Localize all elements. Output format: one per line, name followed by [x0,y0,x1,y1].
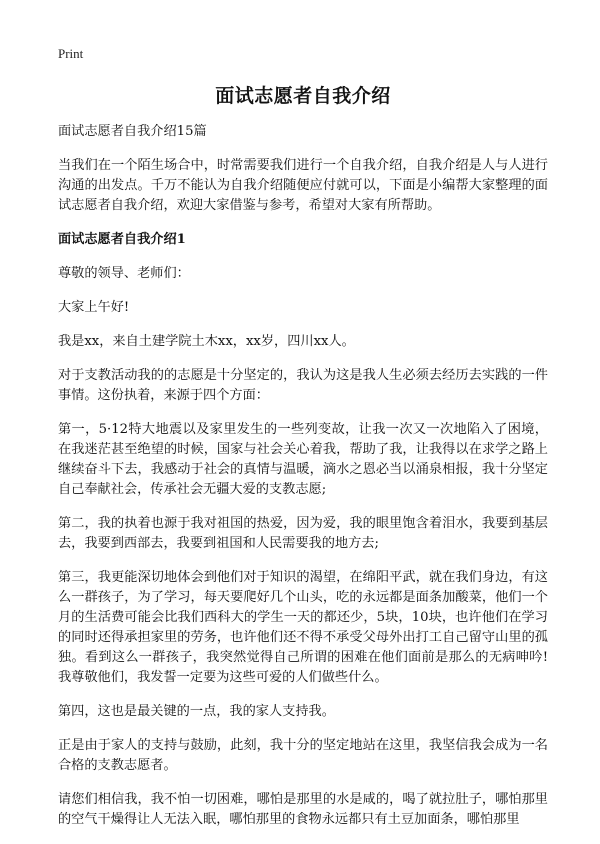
reason-three-paragraph: 第三，我更能深切地体会到他们对于知识的渴望，在绵阳平武，就在我们身边，有这么一群孩子，为了学习，每天要爬好几个山头，吃的永远都是面条加酸菜，他们一个月的生活费可能会比我们西科大的学生一天的都还少，5块，10块，也许他们在学习的同时还得承担家里的劳务，也许他们还不得不承受父母外出打工自己留守山里的孤独。看到这么一群孩子，我突然觉得自己所谓的困难在他们面前是那么的无病呻吟!我尊敬他们，我发誓一定要为这些可爱的人们做些什么。 [58,570,548,685]
greeting-line: 大家上午好! [58,300,130,315]
page-title: 面试志愿者自我介绍 [215,85,391,107]
section-heading: 面试志愿者自我介绍1 [58,232,186,247]
family-support-paragraph: 正是由于家人的支持与鼓励，此刻，我十分的坚定地站在这里，我坚信我会成为一名合格的支教志愿者。 [58,738,548,773]
reason-four-paragraph: 第四，这也是最关键的一点，我的家人支持我。 [58,704,335,719]
print-link[interactable]: Print [58,46,84,61]
intro-paragraph: 当我们在一个陌生场合中，时常需要我们进行一个自我介绍，自我介绍是人与人进行沟通的出发点。千万不能认为自我介绍随便应付就可以，下面是小编帮大家整理的面试志愿者自我介绍，欢迎大家借鉴与参考，希望对大家有所帮助。 [58,158,548,213]
reason-one-paragraph: 第一，5·12特大地震以及家里发生的一些列变故，让我一次又一次地陷入了困境，在我迷茫甚至绝望的时候，国家与社会关心着我，帮助了我，让我得以在求学之路上继续奋斗下去，我感动于社会的真情与温暖，滴水之恩必当以涌泉相报，我十分坚定自己奉献社会，传承社会无疆大爱的支教志愿; [58,422,548,497]
self-intro-paragraph: 我是xx，来自土建学院土木xx，xx岁，四川xx人。 [58,334,355,349]
greeting-salutation: 尊敬的领导、老师们： [58,266,190,281]
motivation-paragraph: 对于支教活动我的的志愿是十分坚定的，我认为这是我人生必须去经历去实践的一件事情。这份执着，来源于四个方面： [58,368,548,403]
closing-paragraph: 请您们相信我，我不怕一切困难，哪怕是那里的水是咸的，喝了就拉肚子，哪怕那里的空气干燥得让人无法入眠，哪怕那里的食物永远都只有土豆加面条，哪怕那里 [58,792,548,827]
document-page [58,40,548,844]
reason-two-paragraph: 第二，我的执着也源于我对祖国的热爱，因为爱，我的眼里饱含着泪水，我要到基层去，我要到西部去，我要到祖国和人民需要我的地方去; [58,516,548,551]
document-subtitle: 面试志愿者自我介绍15篇 [58,124,207,139]
